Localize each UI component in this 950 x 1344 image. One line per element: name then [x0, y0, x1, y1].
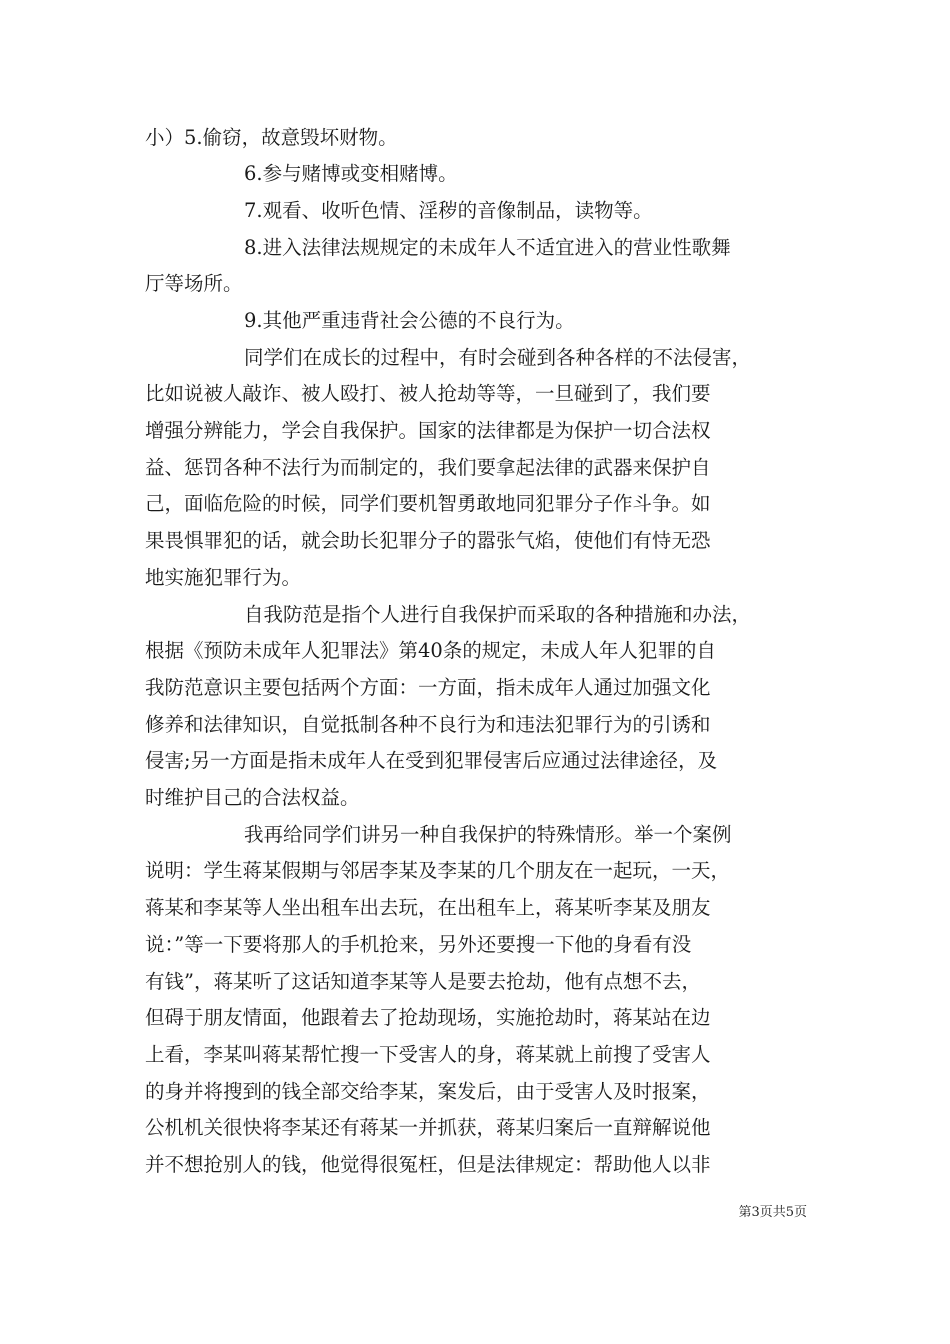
text-line: 并不想抢别人的钱，他觉得很冤枉，但是法律规定：帮助他人以非: [145, 1153, 711, 1176]
text-line: 上看，李某叫蒋某帮忙搜一下受害人的身，蒋某就上前搜了受害人: [145, 1043, 711, 1066]
text-line: 益、惩罚各种不法行为而制定的，我们要拿起法律的武器来保护自: [145, 456, 711, 479]
text-line: 9.其他严重违背社会公德的不良行为。: [244, 309, 575, 332]
text-line: 增强分辨能力，学会自我保护。国家的法律都是为保护一切合法权: [145, 419, 711, 442]
text-line: 我防范意识主要包括两个方面：一方面，指未成年人通过加强文化: [145, 676, 711, 699]
page-number-footer: 第3页共5页: [738, 1205, 807, 1220]
text-line: 果畏惧罪犯的话，就会助长犯罪分子的嚣张气焰，使他们有恃无恐: [145, 529, 711, 552]
text-line: 时维护目己的合法权益。: [145, 786, 360, 809]
text-line: 的身并将搜到的钱全部交给李某，案发后，由于受害人及时报案，: [145, 1080, 711, 1103]
text-line: 蒋某和李某等人坐出租车出去玩，在出租车上，蒋某听李某及朋友: [145, 896, 711, 919]
text-line: 己，面临危险的时候，同学们要机智勇敢地同犯罪分子作斗争。如: [145, 492, 711, 515]
text-line: 公机机关很快将李某还有蒋某一并抓获，蒋某归案后一直辩解说他: [145, 1116, 711, 1139]
text-line: 说明：学生蒋某假期与邻居李某及李某的几个朋友在一起玩，一天，: [145, 859, 731, 882]
text-line: 说：”等一下要将那人的手机抢来，另外还要搜一下他的身看有没: [145, 933, 692, 956]
text-line: 侵害;另一方面是指未成年人在受到犯罪侵害后应通过法律途径，及: [145, 749, 718, 772]
text-line: 自我防范是指个人进行自我保护而采取的各种措施和办法，: [244, 603, 752, 626]
text-line: 我再给同学们讲另一种自我保护的特殊情形。举一个案例: [244, 823, 732, 846]
text-line: 厅等场所。: [145, 272, 243, 295]
text-line: 地实施犯罪行为。: [145, 566, 302, 589]
text-line: 同学们在成长的过程中，有时会碰到各种各样的不法侵害，: [244, 346, 752, 369]
text-line: 7.观看、收听色情、淫秽的音像制品，读物等。: [244, 199, 653, 222]
text-line: 修养和法律知识，自觉抵制各种不良行为和违法犯罪行为的引诱和: [145, 713, 711, 736]
text-line: 但碍于朋友情面，他跟着去了抢劫现场，实施抢劫时，蒋某站在边: [145, 1006, 711, 1029]
text-line: 有钱”，蒋某听了这话知道李某等人是要去抢劫，他有点想不去，: [145, 970, 701, 993]
text-line: 根据《预防未成年人犯罪法》第40条的规定，未成人年人犯罪的自: [145, 639, 716, 662]
text-line: 小）5.偷窃，故意毁坏财物。: [145, 126, 398, 149]
text-line: 8.进入法律法规规定的未成年人不适宜进入的营业性歌舞: [244, 236, 731, 259]
text-line: 比如说被人敲诈、被人殴打、被人抢劫等等，一旦碰到了，我们要: [145, 382, 711, 405]
text-line: 6.参与赌博或变相赌博。: [244, 162, 458, 185]
